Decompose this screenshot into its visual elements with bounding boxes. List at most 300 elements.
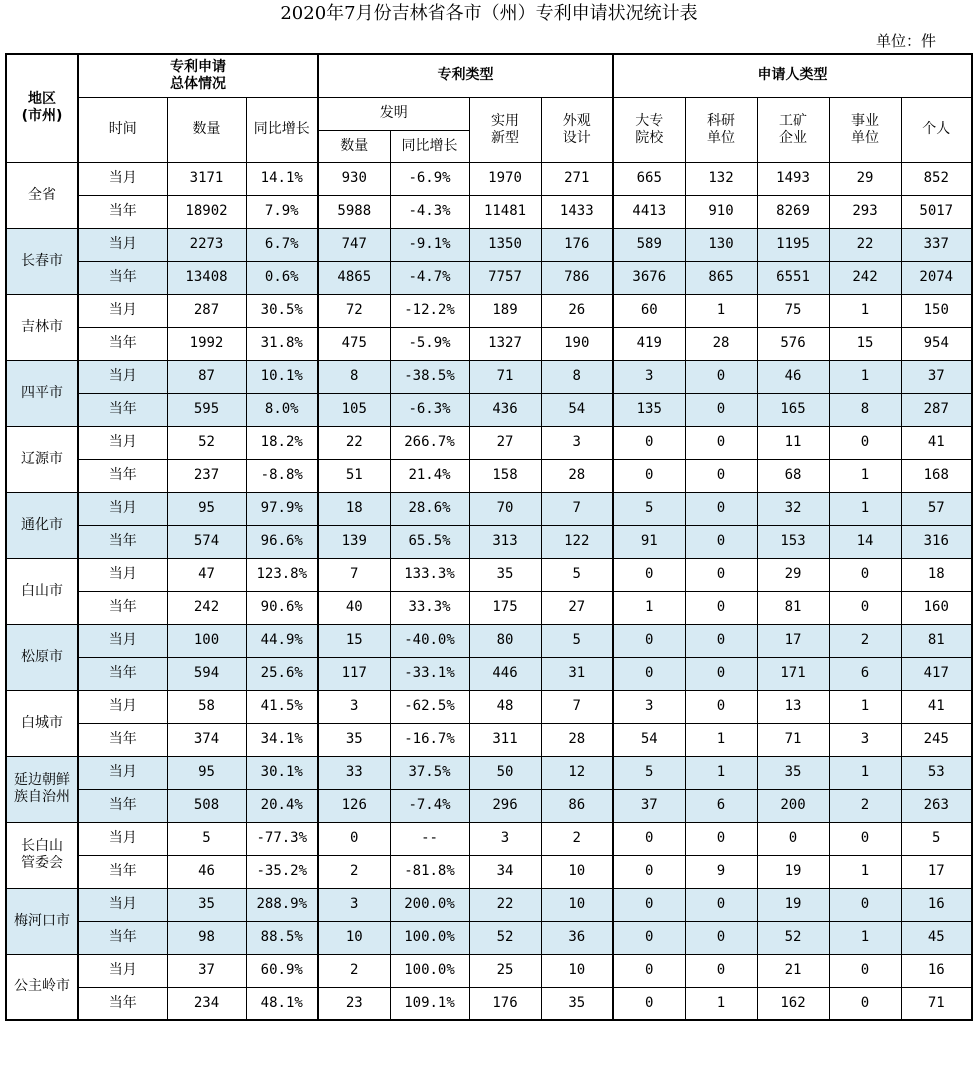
cell-design: 36 <box>541 921 613 954</box>
cell-total-quantity: 234 <box>167 987 246 1020</box>
cell-design: 12 <box>541 756 613 789</box>
cell-research-unit: 0 <box>685 954 757 987</box>
cell-invention-quantity: 7 <box>318 558 390 591</box>
cell-invention-quantity: 0 <box>318 822 390 855</box>
cell-utility-model: 436 <box>469 393 541 426</box>
cell-university: 5 <box>613 492 685 525</box>
cell-enterprise: 17 <box>757 624 829 657</box>
cell-utility-model: 27 <box>469 426 541 459</box>
cell-utility-model: 1327 <box>469 327 541 360</box>
cell-invention-quantity: 930 <box>318 162 390 195</box>
cell-university: 5 <box>613 756 685 789</box>
cell-time: 当月 <box>78 426 167 459</box>
cell-total-quantity: 95 <box>167 756 246 789</box>
cell-design: 28 <box>541 459 613 492</box>
cell-time: 当月 <box>78 756 167 789</box>
table-body <box>6 162 972 1020</box>
region-name: 松原市 <box>6 624 78 690</box>
cell-invention-yoy: 28.6% <box>390 492 469 525</box>
cell-total-quantity: 18902 <box>167 195 246 228</box>
cell-university: 0 <box>613 954 685 987</box>
cell-research-unit: 1 <box>685 294 757 327</box>
region-name: 白山市 <box>6 558 78 624</box>
cell-utility-model: 1350 <box>469 228 541 261</box>
cell-time: 当月 <box>78 624 167 657</box>
cell-individual: 263 <box>901 789 972 822</box>
cell-total-yoy: -8.8% <box>246 459 318 492</box>
cell-total-yoy: 25.6% <box>246 657 318 690</box>
header-individual: 个人 <box>901 97 972 162</box>
header-time: 时间 <box>78 97 167 162</box>
cell-time: 当年 <box>78 591 167 624</box>
table-row <box>6 822 972 855</box>
cell-research-unit: 0 <box>685 426 757 459</box>
cell-university: 0 <box>613 888 685 921</box>
cell-total-quantity: 13408 <box>167 261 246 294</box>
unit-label: 单位：件 <box>875 32 936 50</box>
cell-individual: 16 <box>901 954 972 987</box>
cell-invention-yoy: 65.5% <box>390 525 469 558</box>
cell-invention-yoy: -40.0% <box>390 624 469 657</box>
cell-enterprise: 81 <box>757 591 829 624</box>
cell-university: 1 <box>613 591 685 624</box>
cell-university: 0 <box>613 558 685 591</box>
cell-design: 10 <box>541 888 613 921</box>
cell-institution: 1 <box>829 690 901 723</box>
cell-institution: 3 <box>829 723 901 756</box>
cell-enterprise: 1493 <box>757 162 829 195</box>
cell-research-unit: 0 <box>685 492 757 525</box>
cell-invention-yoy: -38.5% <box>390 360 469 393</box>
cell-utility-model: 48 <box>469 690 541 723</box>
cell-time: 当月 <box>78 690 167 723</box>
cell-university: 419 <box>613 327 685 360</box>
cell-institution: 22 <box>829 228 901 261</box>
cell-design: 5 <box>541 558 613 591</box>
cell-utility-model: 34 <box>469 855 541 888</box>
region-name: 长白山 管委会 <box>6 822 78 888</box>
cell-invention-quantity: 51 <box>318 459 390 492</box>
cell-invention-quantity: 23 <box>318 987 390 1020</box>
cell-university: 589 <box>613 228 685 261</box>
cell-invention-quantity: 2 <box>318 855 390 888</box>
header-institution: 事业 单位 <box>829 97 901 162</box>
table-row <box>6 195 972 228</box>
table-row <box>6 690 972 723</box>
cell-total-quantity: 5 <box>167 822 246 855</box>
cell-design: 3 <box>541 426 613 459</box>
cell-total-quantity: 287 <box>167 294 246 327</box>
cell-time: 当月 <box>78 492 167 525</box>
cell-enterprise: 171 <box>757 657 829 690</box>
cell-total-yoy: 14.1% <box>246 162 318 195</box>
cell-research-unit: 132 <box>685 162 757 195</box>
cell-invention-quantity: 2 <box>318 954 390 987</box>
cell-invention-quantity: 10 <box>318 921 390 954</box>
cell-individual: 852 <box>901 162 972 195</box>
cell-total-quantity: 574 <box>167 525 246 558</box>
cell-institution: 6 <box>829 657 901 690</box>
cell-total-yoy: 60.9% <box>246 954 318 987</box>
cell-enterprise: 6551 <box>757 261 829 294</box>
header-yoy: 同比增长 <box>246 97 318 162</box>
cell-university: 4413 <box>613 195 685 228</box>
cell-design: 7 <box>541 690 613 723</box>
cell-research-unit: 0 <box>685 690 757 723</box>
cell-total-yoy: 31.8% <box>246 327 318 360</box>
table-row <box>6 789 972 822</box>
table-row <box>6 294 972 327</box>
cell-research-unit: 28 <box>685 327 757 360</box>
cell-total-quantity: 95 <box>167 492 246 525</box>
cell-total-yoy: 90.6% <box>246 591 318 624</box>
cell-enterprise: 35 <box>757 756 829 789</box>
cell-enterprise: 19 <box>757 888 829 921</box>
cell-invention-quantity: 3 <box>318 888 390 921</box>
cell-research-unit: 0 <box>685 822 757 855</box>
cell-invention-quantity: 117 <box>318 657 390 690</box>
cell-invention-yoy: -16.7% <box>390 723 469 756</box>
cell-invention-quantity: 105 <box>318 393 390 426</box>
cell-time: 当年 <box>78 195 167 228</box>
cell-design: 190 <box>541 327 613 360</box>
cell-total-quantity: 58 <box>167 690 246 723</box>
cell-institution: 2 <box>829 789 901 822</box>
cell-total-quantity: 100 <box>167 624 246 657</box>
cell-institution: 293 <box>829 195 901 228</box>
cell-research-unit: 0 <box>685 393 757 426</box>
table-row <box>6 162 972 195</box>
region-name: 梅河口市 <box>6 888 78 954</box>
cell-enterprise: 1195 <box>757 228 829 261</box>
cell-total-yoy: 18.2% <box>246 426 318 459</box>
cell-design: 271 <box>541 162 613 195</box>
cell-research-unit: 0 <box>685 888 757 921</box>
cell-enterprise: 52 <box>757 921 829 954</box>
cell-total-quantity: 1992 <box>167 327 246 360</box>
cell-enterprise: 576 <box>757 327 829 360</box>
cell-utility-model: 52 <box>469 921 541 954</box>
header-enterprise: 工矿 企业 <box>757 97 829 162</box>
cell-individual: 18 <box>901 558 972 591</box>
cell-invention-quantity: 22 <box>318 426 390 459</box>
cell-design: 35 <box>541 987 613 1020</box>
cell-invention-quantity: 72 <box>318 294 390 327</box>
cell-design: 86 <box>541 789 613 822</box>
cell-total-quantity: 508 <box>167 789 246 822</box>
cell-enterprise: 71 <box>757 723 829 756</box>
cell-total-yoy: 41.5% <box>246 690 318 723</box>
cell-design: 122 <box>541 525 613 558</box>
region-name: 长春市 <box>6 228 78 294</box>
cell-university: 0 <box>613 921 685 954</box>
header-patent-type-group: 专利类型 <box>318 54 613 97</box>
cell-individual: 41 <box>901 690 972 723</box>
table-row <box>6 921 972 954</box>
cell-individual: 337 <box>901 228 972 261</box>
cell-design: 1433 <box>541 195 613 228</box>
cell-total-quantity: 3171 <box>167 162 246 195</box>
table-row <box>6 459 972 492</box>
cell-institution: 1 <box>829 756 901 789</box>
cell-time: 当年 <box>78 393 167 426</box>
cell-time: 当月 <box>78 228 167 261</box>
cell-design: 26 <box>541 294 613 327</box>
cell-design: 786 <box>541 261 613 294</box>
cell-design: 10 <box>541 954 613 987</box>
cell-university: 3 <box>613 690 685 723</box>
cell-invention-yoy: 33.3% <box>390 591 469 624</box>
cell-invention-yoy: -81.8% <box>390 855 469 888</box>
cell-research-unit: 910 <box>685 195 757 228</box>
cell-design: 2 <box>541 822 613 855</box>
cell-individual: 168 <box>901 459 972 492</box>
cell-total-yoy: 96.6% <box>246 525 318 558</box>
cell-total-yoy: -35.2% <box>246 855 318 888</box>
cell-research-unit: 1 <box>685 723 757 756</box>
cell-institution: 1 <box>829 459 901 492</box>
cell-institution: 15 <box>829 327 901 360</box>
cell-invention-yoy: -4.3% <box>390 195 469 228</box>
cell-institution: 0 <box>829 426 901 459</box>
cell-time: 当月 <box>78 294 167 327</box>
cell-invention-yoy: 109.1% <box>390 987 469 1020</box>
cell-invention-quantity: 4865 <box>318 261 390 294</box>
cell-enterprise: 29 <box>757 558 829 591</box>
cell-time: 当月 <box>78 162 167 195</box>
cell-time: 当年 <box>78 789 167 822</box>
table-row <box>6 855 972 888</box>
cell-research-unit: 0 <box>685 591 757 624</box>
cell-invention-yoy: 21.4% <box>390 459 469 492</box>
header-design: 外观 设计 <box>541 97 613 162</box>
cell-institution: 0 <box>829 987 901 1020</box>
cell-total-quantity: 237 <box>167 459 246 492</box>
cell-invention-quantity: 40 <box>318 591 390 624</box>
cell-invention-yoy: 100.0% <box>390 954 469 987</box>
table-row <box>6 558 972 591</box>
cell-total-quantity: 52 <box>167 426 246 459</box>
cell-invention-quantity: 126 <box>318 789 390 822</box>
cell-individual: 287 <box>901 393 972 426</box>
cell-institution: 1 <box>829 294 901 327</box>
cell-university: 0 <box>613 987 685 1020</box>
cell-invention-quantity: 139 <box>318 525 390 558</box>
cell-design: 31 <box>541 657 613 690</box>
header-overall-group: 专利申请 总体情况 <box>78 54 318 97</box>
cell-time: 当年 <box>78 855 167 888</box>
cell-invention-yoy: -33.1% <box>390 657 469 690</box>
table-row <box>6 261 972 294</box>
cell-invention-quantity: 5988 <box>318 195 390 228</box>
table-row <box>6 756 972 789</box>
cell-time: 当年 <box>78 261 167 294</box>
cell-individual: 5017 <box>901 195 972 228</box>
cell-total-yoy: 6.7% <box>246 228 318 261</box>
cell-enterprise: 13 <box>757 690 829 723</box>
cell-time: 当年 <box>78 987 167 1020</box>
table-row <box>6 591 972 624</box>
cell-time: 当月 <box>78 558 167 591</box>
cell-total-yoy: 97.9% <box>246 492 318 525</box>
cell-individual: 16 <box>901 888 972 921</box>
cell-utility-model: 446 <box>469 657 541 690</box>
cell-individual: 954 <box>901 327 972 360</box>
table-row <box>6 723 972 756</box>
cell-invention-quantity: 35 <box>318 723 390 756</box>
cell-enterprise: 0 <box>757 822 829 855</box>
cell-research-unit: 865 <box>685 261 757 294</box>
cell-design: 8 <box>541 360 613 393</box>
cell-total-quantity: 374 <box>167 723 246 756</box>
cell-institution: 0 <box>829 954 901 987</box>
table-row <box>6 888 972 921</box>
cell-total-yoy: 10.1% <box>246 360 318 393</box>
cell-invention-yoy: -6.9% <box>390 162 469 195</box>
cell-institution: 8 <box>829 393 901 426</box>
cell-utility-model: 175 <box>469 591 541 624</box>
cell-university: 0 <box>613 855 685 888</box>
cell-enterprise: 11 <box>757 426 829 459</box>
cell-research-unit: 0 <box>685 360 757 393</box>
cell-individual: 17 <box>901 855 972 888</box>
cell-enterprise: 32 <box>757 492 829 525</box>
cell-utility-model: 25 <box>469 954 541 987</box>
cell-research-unit: 0 <box>685 459 757 492</box>
cell-utility-model: 311 <box>469 723 541 756</box>
cell-university: 3676 <box>613 261 685 294</box>
table-row <box>6 426 972 459</box>
header-quantity: 数量 <box>167 97 246 162</box>
cell-individual: 81 <box>901 624 972 657</box>
cell-invention-yoy: -5.9% <box>390 327 469 360</box>
cell-institution: 2 <box>829 624 901 657</box>
cell-invention-quantity: 8 <box>318 360 390 393</box>
table-row <box>6 525 972 558</box>
cell-invention-yoy: -9.1% <box>390 228 469 261</box>
cell-time: 当月 <box>78 888 167 921</box>
cell-invention-quantity: 15 <box>318 624 390 657</box>
cell-utility-model: 71 <box>469 360 541 393</box>
cell-institution: 29 <box>829 162 901 195</box>
cell-enterprise: 162 <box>757 987 829 1020</box>
cell-total-quantity: 242 <box>167 591 246 624</box>
cell-enterprise: 68 <box>757 459 829 492</box>
cell-individual: 5 <box>901 822 972 855</box>
cell-utility-model: 158 <box>469 459 541 492</box>
header-research: 科研 单位 <box>685 97 757 162</box>
cell-total-yoy: 288.9% <box>246 888 318 921</box>
cell-university: 91 <box>613 525 685 558</box>
cell-enterprise: 8269 <box>757 195 829 228</box>
cell-time: 当年 <box>78 921 167 954</box>
cell-invention-quantity: 3 <box>318 690 390 723</box>
cell-invention-quantity: 33 <box>318 756 390 789</box>
cell-total-yoy: 30.5% <box>246 294 318 327</box>
table-row <box>6 360 972 393</box>
region-name: 延边朝鲜 族自治州 <box>6 756 78 822</box>
table-row <box>6 393 972 426</box>
header-region: 地区 (市州) <box>6 54 78 162</box>
table-row <box>6 327 972 360</box>
cell-design: 54 <box>541 393 613 426</box>
cell-invention-yoy: 100.0% <box>390 921 469 954</box>
table-row <box>6 492 972 525</box>
cell-utility-model: 3 <box>469 822 541 855</box>
cell-individual: 2074 <box>901 261 972 294</box>
page-title: 2020年7月份吉林省各市（州）专利申请状况统计表 <box>280 3 698 24</box>
cell-invention-yoy: -6.3% <box>390 393 469 426</box>
patent-statistics-table <box>5 53 973 1021</box>
cell-total-yoy: 30.1% <box>246 756 318 789</box>
cell-invention-yoy: -62.5% <box>390 690 469 723</box>
cell-total-quantity: 47 <box>167 558 246 591</box>
cell-institution: 0 <box>829 822 901 855</box>
cell-university: 0 <box>613 657 685 690</box>
cell-enterprise: 46 <box>757 360 829 393</box>
cell-total-quantity: 595 <box>167 393 246 426</box>
cell-enterprise: 19 <box>757 855 829 888</box>
region-name: 吉林市 <box>6 294 78 360</box>
cell-utility-model: 50 <box>469 756 541 789</box>
cell-institution: 1 <box>829 855 901 888</box>
cell-university: 135 <box>613 393 685 426</box>
cell-university: 665 <box>613 162 685 195</box>
header-utility: 实用 新型 <box>469 97 541 162</box>
cell-research-unit: 0 <box>685 921 757 954</box>
cell-total-quantity: 37 <box>167 954 246 987</box>
cell-research-unit: 130 <box>685 228 757 261</box>
cell-utility-model: 1970 <box>469 162 541 195</box>
cell-university: 0 <box>613 426 685 459</box>
header-university: 大专 院校 <box>613 97 685 162</box>
table-row <box>6 954 972 987</box>
cell-time: 当年 <box>78 327 167 360</box>
header-applicant-type-group: 申请人类型 <box>613 54 972 97</box>
cell-time: 当月 <box>78 360 167 393</box>
cell-individual: 150 <box>901 294 972 327</box>
cell-research-unit: 0 <box>685 624 757 657</box>
cell-university: 0 <box>613 822 685 855</box>
cell-total-quantity: 2273 <box>167 228 246 261</box>
cell-institution: 242 <box>829 261 901 294</box>
cell-individual: 53 <box>901 756 972 789</box>
cell-enterprise: 75 <box>757 294 829 327</box>
cell-research-unit: 9 <box>685 855 757 888</box>
cell-individual: 37 <box>901 360 972 393</box>
cell-enterprise: 200 <box>757 789 829 822</box>
cell-research-unit: 1 <box>685 756 757 789</box>
cell-total-yoy: 8.0% <box>246 393 318 426</box>
cell-individual: 417 <box>901 657 972 690</box>
cell-time: 当月 <box>78 822 167 855</box>
cell-invention-yoy: 200.0% <box>390 888 469 921</box>
cell-invention-yoy: -- <box>390 822 469 855</box>
table-row <box>6 657 972 690</box>
cell-research-unit: 6 <box>685 789 757 822</box>
cell-utility-model: 313 <box>469 525 541 558</box>
cell-total-yoy: 34.1% <box>246 723 318 756</box>
cell-university: 60 <box>613 294 685 327</box>
cell-total-yoy: 7.9% <box>246 195 318 228</box>
cell-university: 0 <box>613 459 685 492</box>
cell-design: 176 <box>541 228 613 261</box>
cell-total-quantity: 594 <box>167 657 246 690</box>
cell-time: 当年 <box>78 657 167 690</box>
cell-individual: 57 <box>901 492 972 525</box>
cell-time: 当月 <box>78 954 167 987</box>
cell-invention-yoy: -12.2% <box>390 294 469 327</box>
